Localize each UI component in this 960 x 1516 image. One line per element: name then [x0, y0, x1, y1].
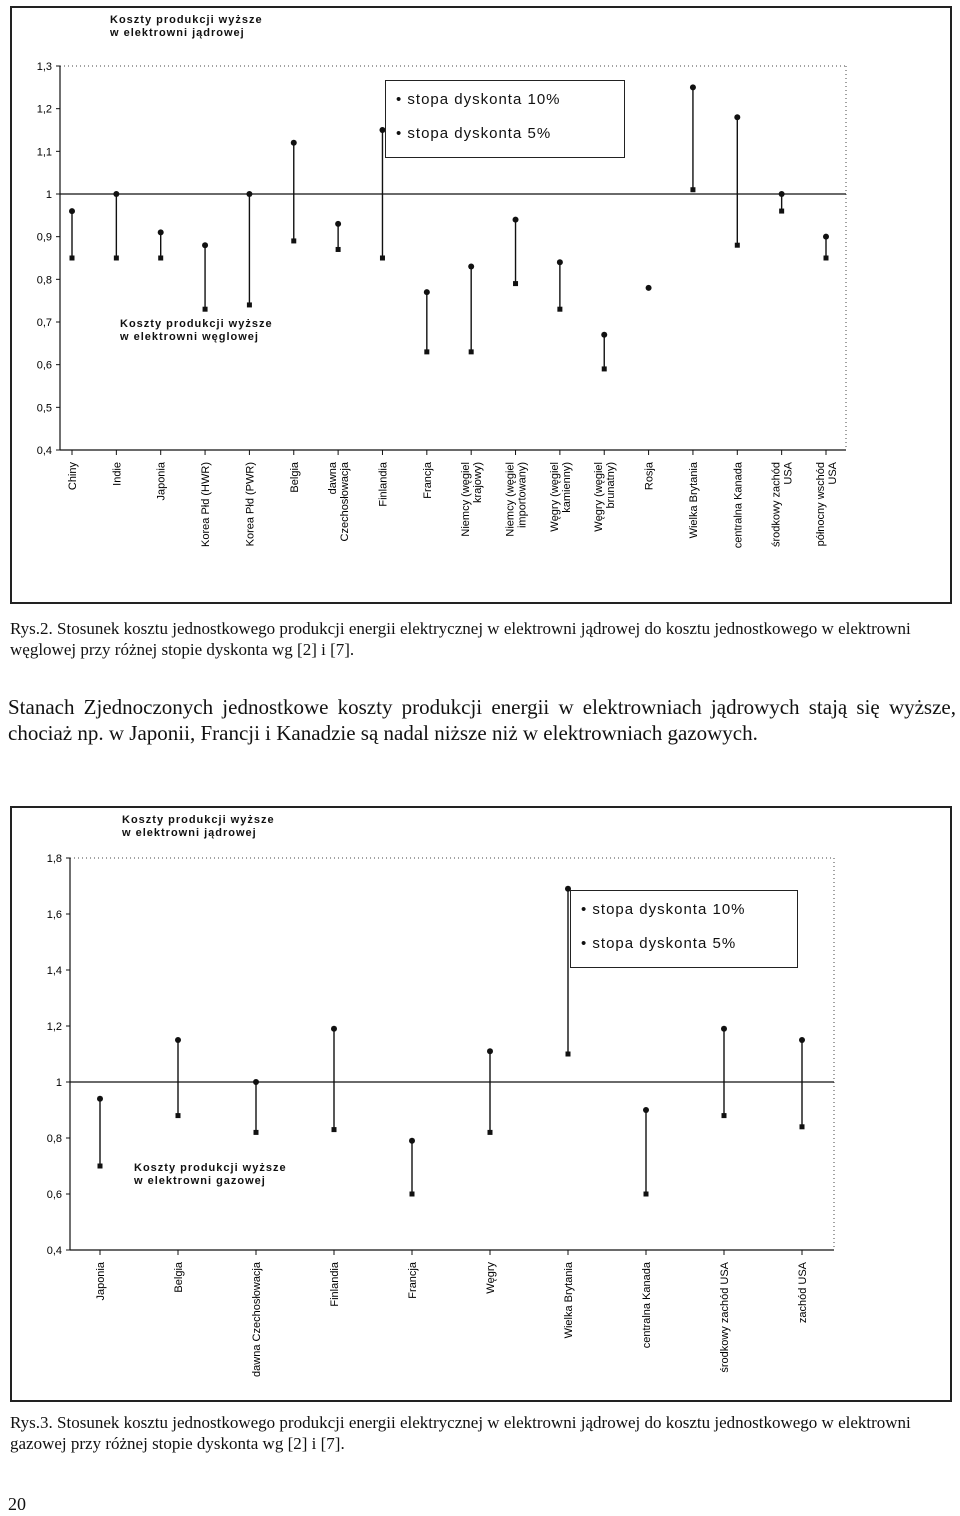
point-10pct-japonia [97, 1096, 103, 1102]
x-tick-label-francja: Francja [407, 1262, 419, 1299]
point-5pct-belgia [291, 238, 296, 243]
page-number: 20 [8, 1494, 26, 1514]
point-10pct-korea-p-d-pwr [246, 191, 252, 197]
point-5pct-indie [114, 256, 119, 261]
figure-rys2-chart [10, 6, 952, 604]
x-tick-label-finlandia: Finlandia [329, 1262, 341, 1307]
caption-label: Rys.3. [10, 1413, 53, 1432]
y-tick-label: 0,8 [46, 1133, 62, 1145]
point-5pct-we-gry-we-giel-kamienny [557, 307, 562, 312]
x-tick-label-belgia: Belgia [173, 1262, 185, 1293]
point-10pct-centralna-kanada [734, 114, 740, 120]
point-10pct-zacho-d-usa [799, 1037, 805, 1043]
y-tick-label: 1 [45, 189, 52, 201]
y-tick-label: 0,7 [36, 317, 52, 329]
y-tick-label: 1,6 [46, 909, 62, 921]
x-tick-label-belgia: Belgia [288, 462, 301, 493]
x-tick-label-korea-p-d-pwr: Korea Płd (PWR) [244, 462, 257, 547]
point-5pct-s-rodkowy-zacho-d-usa [779, 209, 784, 214]
point-10pct-we-gry [487, 1048, 493, 1054]
y-tick-label: 1,4 [46, 965, 62, 977]
point-10pct-chiny [69, 208, 75, 214]
point-5pct-po-nocny-wscho-d-usa [824, 256, 829, 261]
x-tick-label-s-rodkowy-zacho-d-usa: środkowy zachódUSA [770, 462, 795, 547]
chart-rys3-svg [12, 808, 950, 1400]
point-5pct-japonia [98, 1164, 103, 1169]
point-10pct-belgia [175, 1037, 181, 1043]
x-tick-label-indie: Indie [111, 462, 124, 486]
caption-text: Stosunek kosztu jednostkowego produkcji energii elektrycznej w elektrowni jądrowej do kosztu jednostkowego w elektrowni węglowej przy różnej stopie dyskonta wg [2] i [7]. [10, 619, 911, 659]
y-tick-label: 1,2 [36, 103, 52, 116]
x-tick-label-wielka-brytania: Wielka Brytania [687, 462, 700, 539]
point-5pct-s-rodkowy-zacho-d-usa [722, 1113, 727, 1118]
body-paragraph: Stanach Zjednoczonych jednostkowe koszty produkcji energii w elektrowniach jądrowych stają się wyższe, chociaż np. w Japonii, Francji i Kanadzie są nadal niższe niż w elektrowniach gazowych. [8, 695, 956, 745]
point-10pct-we-gry-we-giel-brunatny [601, 332, 607, 338]
x-tick-label-wielka-brytania: Wielka Brytania [563, 1262, 575, 1339]
legend-item-5: • stopa dyskonta 5% [396, 125, 552, 142]
y-tick-label: 0,6 [36, 359, 52, 372]
figure-caption-rys2 [10, 618, 955, 660]
point-5pct-dawna-czechos-owacja [254, 1130, 259, 1135]
point-10pct-belgia [291, 140, 297, 146]
point-10pct-dawna-czechos-owacja [335, 221, 341, 227]
point-5pct-belgia [176, 1113, 181, 1118]
point-5pct-centralna-kanada [735, 243, 740, 248]
point-10pct-rosja [646, 285, 652, 291]
point-10pct-centralna-kanada [643, 1107, 649, 1113]
y-tick-label: 0,6 [46, 1189, 62, 1201]
y-tick-label: 0,4 [36, 445, 52, 457]
point-10pct-we-gry-we-giel-kamienny [557, 259, 563, 265]
point-5pct-wielka-brytania [566, 1052, 571, 1057]
x-tick-label-japonia: Japonia [95, 1262, 107, 1301]
y-tick-label: 1,8 [46, 853, 62, 865]
x-tick-label-francja: Francja [421, 462, 434, 499]
x-tick-label-chiny: Chiny [67, 462, 79, 491]
x-tick-label-niemcy-we-giel-krajowy: Niemcy (węgielkrajowy) [460, 462, 485, 537]
x-tick-label-dawna-czechos-owacja: dawna Czechosłowacja [251, 1262, 263, 1377]
point-10pct-finlandia [331, 1026, 337, 1032]
point-5pct-dawna-czechos-owacja [336, 247, 341, 252]
x-tick-label-finlandia: Finlandia [377, 462, 390, 507]
point-5pct-chiny [70, 256, 75, 261]
x-tick-label-s-rodkowy-zacho-d-usa: środkowy zachód USA [719, 1262, 731, 1373]
point-10pct-s-rodkowy-zacho-d-usa [721, 1026, 727, 1032]
point-10pct-dawna-czechos-owacja [253, 1079, 259, 1085]
point-10pct-francja [409, 1138, 415, 1144]
y-tick-label: 1 [55, 1077, 62, 1089]
chart-legend [570, 890, 798, 968]
x-tick-label-we-gry-we-giel-brunatny: Węgry (węgielbrunatny) [593, 462, 618, 532]
y-tick-label: 0,5 [36, 402, 52, 415]
point-10pct-japonia [158, 229, 164, 235]
x-tick-label-japonia: Japonia [155, 462, 168, 501]
legend-item-10: • stopa dyskonta 10% [581, 901, 746, 918]
figure-caption-rys3 [10, 1412, 955, 1454]
point-10pct-francja [424, 289, 430, 295]
point-5pct-francja [410, 1192, 415, 1197]
x-tick-label-niemcy-we-giel-importowany: Niemcy (węgielimportowany) [504, 462, 529, 537]
caption-label: Rys.2. [10, 619, 53, 638]
point-5pct-korea-p-d-hwr [203, 307, 208, 312]
x-tick-label-dawna-czechos-owacja: dawnaCzechosłowacja [327, 462, 352, 542]
point-5pct-francja [424, 349, 429, 354]
x-tick-label-centralna-kanada: centralna Kanada [641, 1262, 653, 1349]
x-tick-label-we-gry-we-giel-kamienny: Węgry (węgielkamienny) [548, 462, 573, 532]
y-tick-label: 1,3 [36, 61, 52, 73]
x-tick-label-we-gry: Węgry [485, 1262, 497, 1294]
y-tick-label: 1,1 [36, 146, 52, 159]
annotation-nuclear-higher: Koszty produkcji wyższe w elektrowni jądrowej [110, 14, 263, 39]
x-tick-label-korea-p-d-hwr: Korea Płd (HWR) [200, 462, 213, 547]
point-5pct-finlandia [332, 1127, 337, 1132]
point-5pct-wielka-brytania [690, 187, 695, 192]
y-tick-label: 1,2 [46, 1021, 62, 1033]
point-5pct-we-gry-we-giel-brunatny [602, 366, 607, 371]
point-10pct-s-rodkowy-zacho-d-usa [779, 191, 785, 197]
legend-item-5: • stopa dyskonta 5% [581, 935, 737, 952]
point-10pct-wielka-brytania [690, 84, 696, 90]
point-10pct-po-nocny-wscho-d-usa [823, 234, 829, 240]
point-10pct-indie [113, 191, 119, 197]
x-tick-label-po-nocny-wscho-d-usa: północny wschódUSA [815, 462, 839, 547]
y-tick-label: 0,8 [36, 274, 52, 287]
legend-item-10: • stopa dyskonta 10% [396, 91, 561, 108]
point-5pct-zacho-d-usa [800, 1124, 805, 1129]
point-5pct-japonia [158, 256, 163, 261]
point-5pct-finlandia [380, 256, 385, 261]
point-5pct-centralna-kanada [644, 1192, 649, 1197]
point-10pct-niemcy-we-giel-krajowy [468, 264, 474, 270]
annotation-coal-higher: Koszty produkcji wyższe w elektrowni węglowej [120, 318, 273, 343]
point-5pct-niemcy-we-giel-krajowy [469, 349, 474, 354]
point-5pct-korea-p-d-pwr [247, 302, 252, 307]
x-tick-label-centralna-kanada: centralna Kanada [732, 462, 745, 549]
figure-rys3-chart [10, 806, 952, 1402]
point-5pct-we-gry [488, 1130, 493, 1135]
x-tick-label-rosja: Rosja [643, 462, 656, 491]
chart-legend [385, 80, 625, 158]
annotation-nuclear-higher: Koszty produkcji wyższe w elektrowni jądrowej [122, 814, 275, 839]
point-10pct-korea-p-d-hwr [202, 242, 208, 248]
caption-text: Stosunek kosztu jednostkowego produkcji energii elektrycznej w elektrowni jądrowej do kosztu jednostkowego w elektrowni gazowej przy różnej stopie dyskonta wg [2] i [7]. [10, 1413, 911, 1453]
y-tick-label: 0,4 [46, 1245, 62, 1257]
point-10pct-niemcy-we-giel-importowany [513, 217, 519, 223]
y-tick-label: 0,9 [36, 231, 52, 244]
annotation-gas-higher: Koszty produkcji wyższe w elektrowni gazowej [134, 1162, 287, 1187]
x-tick-label-zacho-d-usa: zachód USA [797, 1262, 809, 1324]
point-5pct-niemcy-we-giel-importowany [513, 281, 518, 286]
